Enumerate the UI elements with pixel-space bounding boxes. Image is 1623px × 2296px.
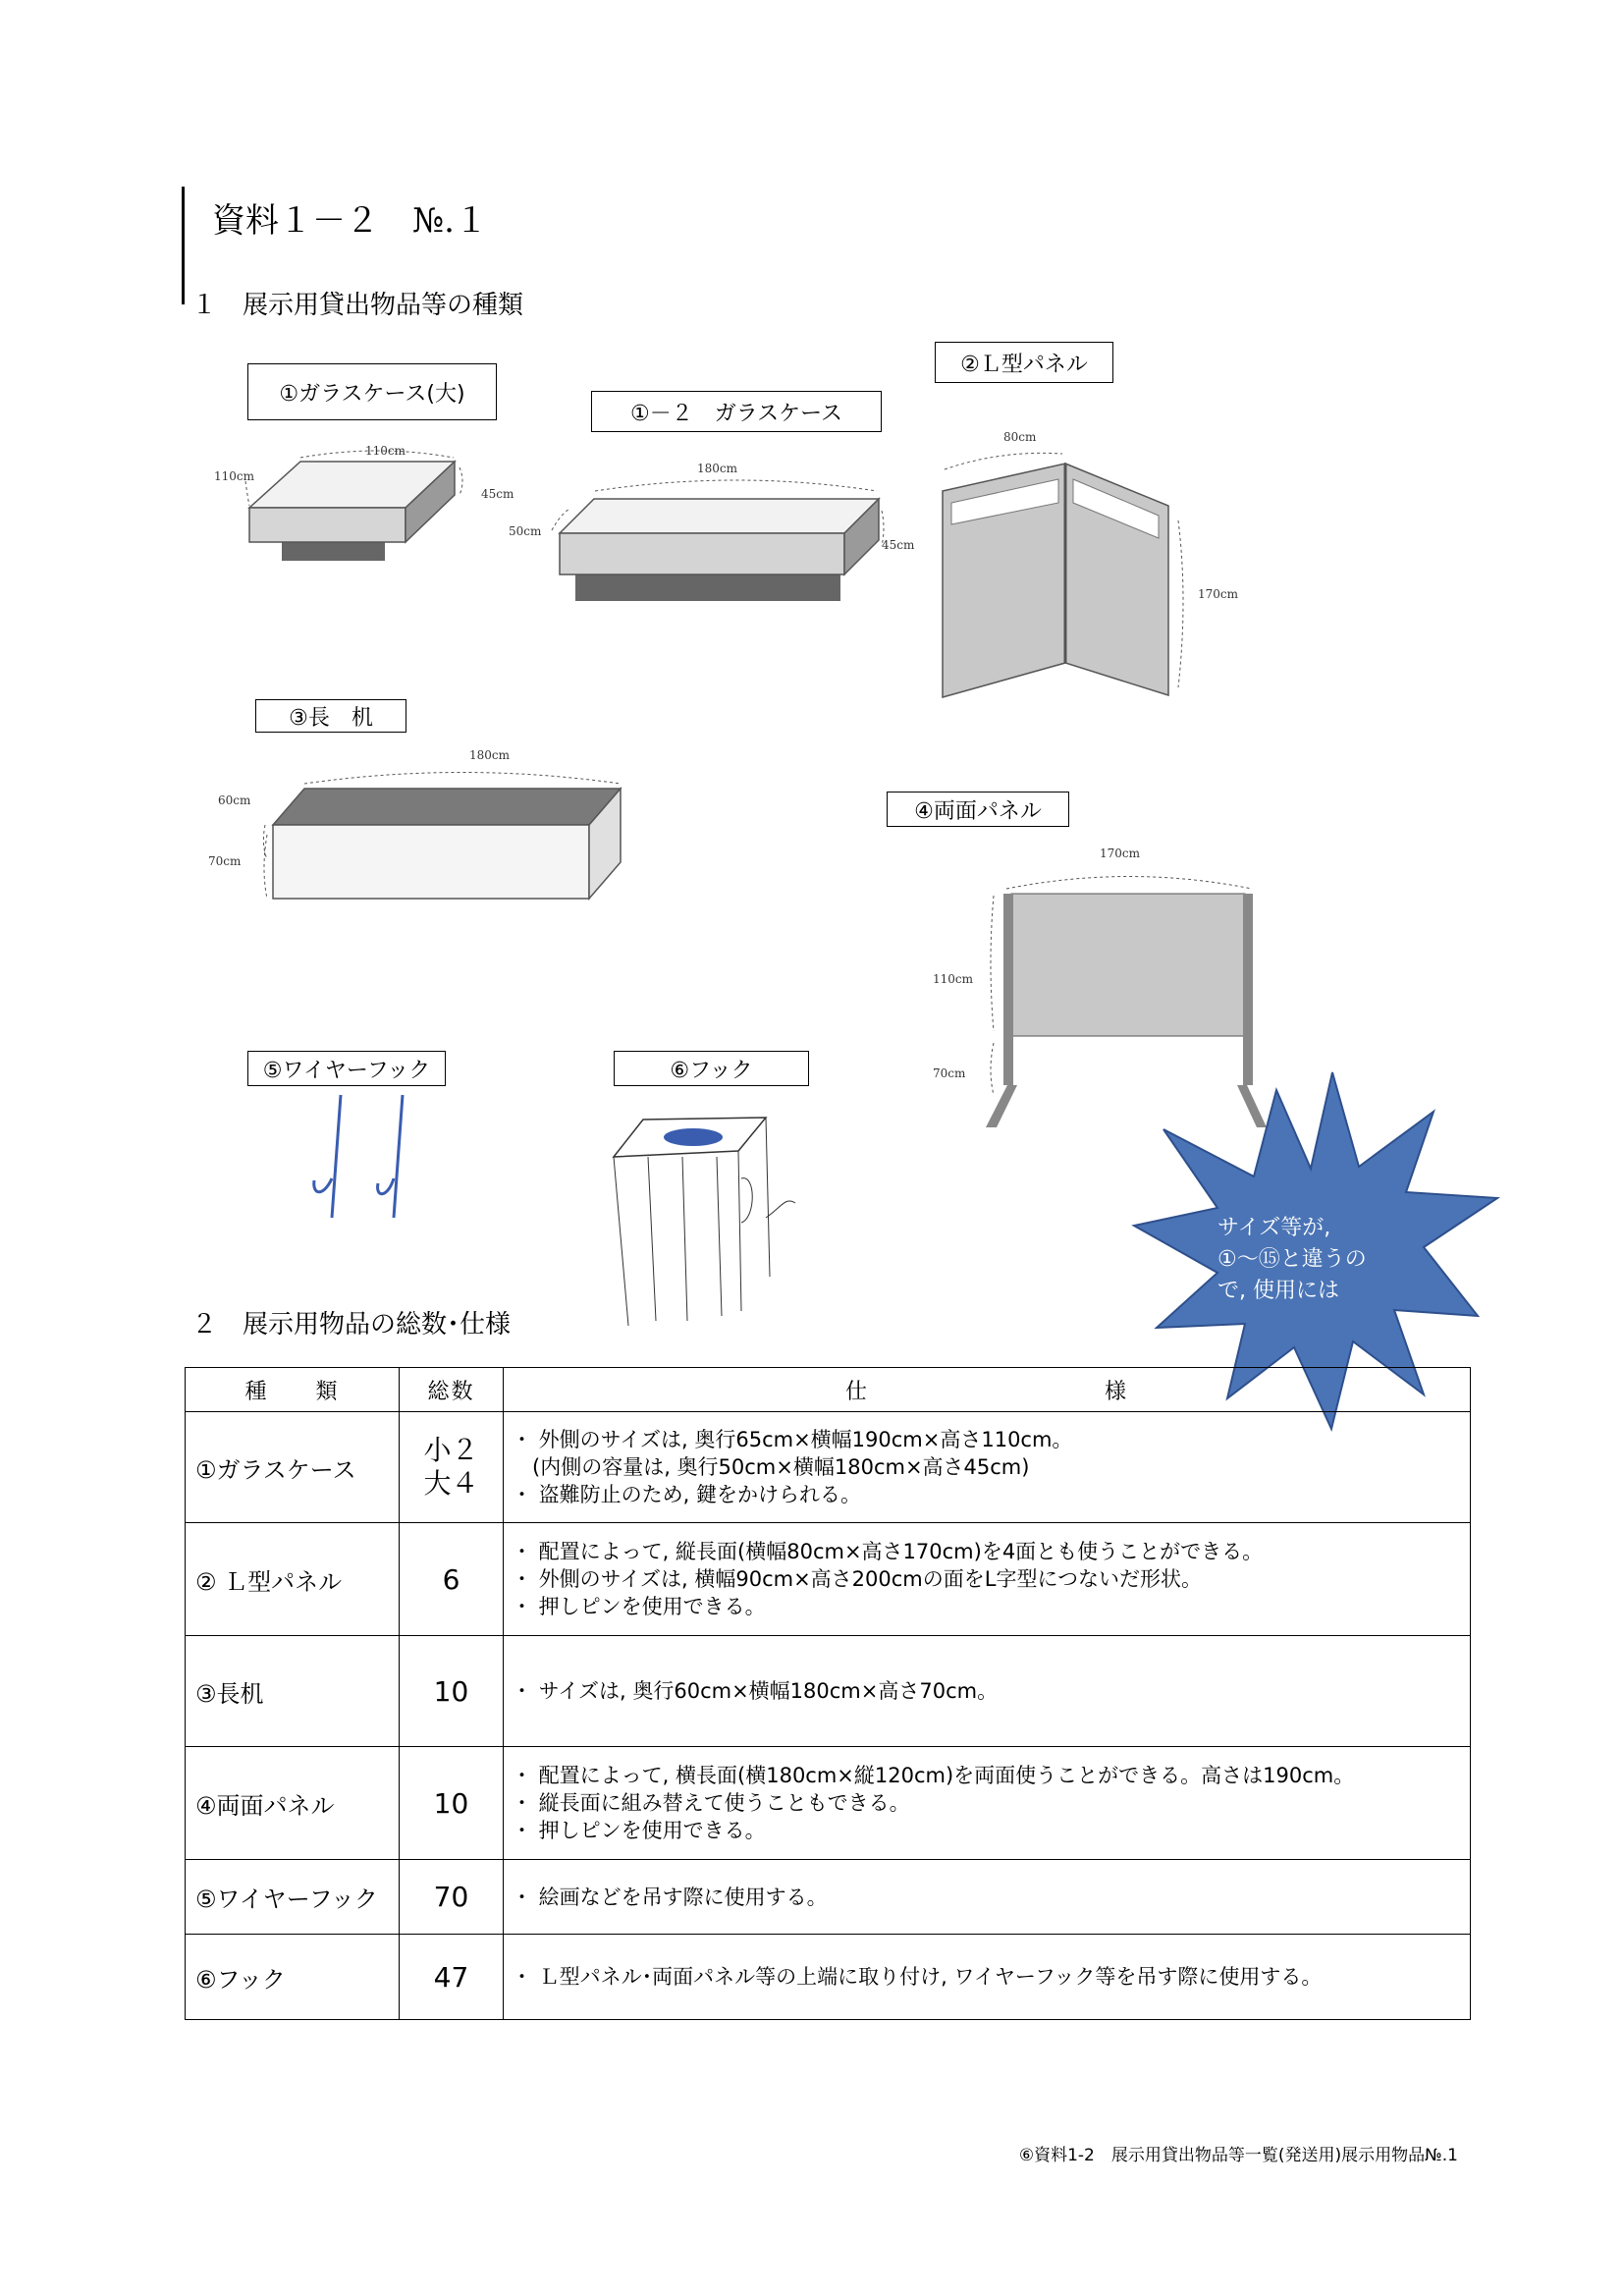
dim-double-panel-width: 170cm: [1100, 847, 1141, 860]
dim-double-panel-height2: 70cm: [933, 1066, 966, 1080]
dim-double-panel-height1: 110cm: [933, 972, 974, 986]
row-count: 47: [400, 1935, 504, 2020]
dim-long-desk-depth: 60cm: [218, 793, 251, 807]
callout-text: サイズ等が, ①～⑮と違うの で, 使用には: [1217, 1216, 1367, 1303]
table-row: [186, 1860, 1471, 1935]
dim-glass-large-width: 110cm: [365, 444, 406, 458]
label-double-panel: ④両面パネル: [887, 792, 1069, 827]
table-row: [186, 1747, 1471, 1860]
dim-long-desk-height: 70cm: [208, 854, 242, 868]
dim-glass-1-2-height: 45cm: [882, 538, 915, 552]
dim-glass-1-2-depth: 50cm: [509, 524, 542, 538]
doc-title: 資料１－２ №.１: [182, 187, 488, 304]
dim-l-panel-width: 80cm: [1003, 430, 1037, 444]
row-spec: ・ Ｌ型パネル･両面パネル等の上端に取り付け, ワイヤーフック等を吊す際に使用する。: [504, 1935, 1471, 2020]
row-type: ② Ｌ型パネル: [186, 1523, 400, 1636]
header-spec: 仕 様: [504, 1368, 1471, 1412]
section2-title: ２ 展示用物品の総数･仕様: [191, 1310, 512, 1339]
dim-l-panel-height: 170cm: [1198, 587, 1239, 601]
header-count: 総数: [400, 1368, 504, 1412]
row-count: 小２ 大４: [400, 1412, 504, 1523]
table-row: [186, 1636, 1471, 1747]
table-row: [186, 1412, 1471, 1523]
row-type: ③長机: [186, 1636, 400, 1747]
row-count: 10: [400, 1636, 504, 1747]
header-type: 種 類: [186, 1368, 400, 1412]
row-spec: ・ 外側のサイズは, 奥行65cm×横幅190cm×高さ110cm。 (内側の容量は, 奥行50cm×横幅180cm×高さ45cm) ・ 盗難防止のため, 鍵をかけられる。: [504, 1412, 1471, 1523]
spec-table: [185, 1367, 1471, 2020]
label-wire-hook: ⑤ワイヤーフック: [247, 1051, 446, 1086]
row-count: 10: [400, 1747, 504, 1860]
table-header-row: [186, 1368, 1471, 1412]
footer-text: ⑥資料1-2 展示用貸出物品等一覧(発送用)展示用物品№.1: [1018, 2146, 1458, 2165]
row-count: 6: [400, 1523, 504, 1636]
row-count: 70: [400, 1860, 504, 1935]
section1-title: １ 展示用貸出物品等の種類: [191, 291, 524, 320]
label-l-panel: ②Ｌ型パネル: [935, 342, 1113, 383]
row-spec: ・ 配置によって, 縦長面(横幅80cm×高さ170cm)を4面とも使うことができる。 ・ 外側のサイズは, 横幅90cm×高さ200cmの面をL字型につないだ形状。 ・ 押しピンを使用できる。: [504, 1523, 1471, 1636]
row-spec: ・ 絵画などを吊す際に使用する。: [504, 1860, 1471, 1935]
row-type: ④両面パネル: [186, 1747, 400, 1860]
row-type: ⑤ワイヤーフック: [186, 1860, 400, 1935]
row-spec: ・ サイズは, 奥行60cm×横幅180cm×高さ70cm。: [504, 1636, 1471, 1747]
dim-glass-large-height: 45cm: [481, 487, 514, 501]
row-type: ①ガラスケース: [186, 1412, 400, 1523]
label-long-desk: ③長 机: [255, 699, 406, 733]
dim-long-desk-width: 180cm: [469, 748, 511, 762]
dim-glass-large-depth: 110cm: [214, 469, 255, 483]
table-row: [186, 1935, 1471, 2020]
label-hook: ⑥フック: [614, 1051, 809, 1086]
row-spec: ・ 配置によって, 横長面(横180cm×縦120cm)を両面使うことができる。高さは190cm。 ・ 縦長面に組み替えて使うこともできる。 ・ 押しピンを使用できる。: [504, 1747, 1471, 1860]
label-glass-1-2: ①－２ ガラスケース: [591, 391, 882, 432]
dim-glass-1-2-width: 180cm: [697, 462, 738, 475]
table-row: [186, 1523, 1471, 1636]
row-type: ⑥フック: [186, 1935, 400, 2020]
label-glass-large: ①ガラスケース(大): [247, 363, 497, 420]
